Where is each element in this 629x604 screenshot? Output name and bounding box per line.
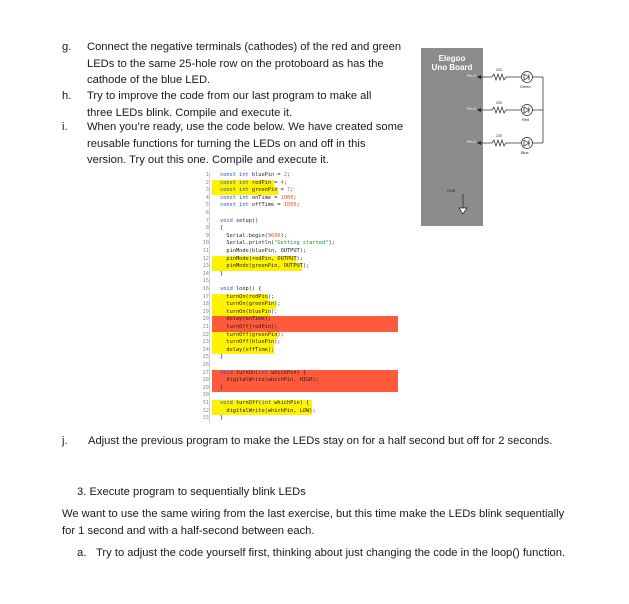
line-number: 13: [202, 263, 209, 270]
instruction-line: cathode of the blue LED.: [87, 74, 211, 86]
code-line: [200, 400, 404, 408]
code-text: turnOff(greenPin);: [220, 331, 284, 338]
code-text: Serial.println("Getting started");: [220, 240, 335, 247]
instruction-g: [62, 39, 412, 89]
instruction-line: Try to improve the code from our last program to make all: [87, 90, 372, 102]
code-line: [200, 324, 404, 332]
code-text: {: [220, 225, 224, 232]
code-line: [200, 301, 404, 309]
line-number: 8: [205, 225, 209, 232]
instruction-a: [77, 545, 622, 562]
instruction-line: LEDs to the same 25-hole row on the protoboard as has the: [87, 57, 384, 70]
pin-label: Pin 4: [467, 74, 476, 78]
code-line: [200, 316, 404, 324]
section-heading: 3. Execute program to sequentially blink LEDs: [77, 486, 306, 498]
line-number: 4: [205, 194, 209, 201]
code-text: pinMode(bluePin, OUTPUT);: [220, 248, 307, 254]
line-number: 30: [202, 392, 209, 399]
line-number: 10: [202, 240, 209, 247]
instruction-letter: h.: [62, 90, 72, 102]
code-line: [200, 294, 404, 302]
led-color-label: Red: [522, 118, 529, 122]
code-line: [200, 370, 404, 378]
code-text: const int offTime = 1000;: [220, 202, 300, 209]
instruction-letter: g.: [62, 41, 72, 53]
code-text: const int onTime = 1000;: [220, 194, 297, 201]
code-line: [200, 195, 404, 203]
line-number: 17: [202, 293, 209, 300]
line-number: 7: [205, 217, 209, 224]
line-number: 15: [202, 278, 209, 285]
code-text: turnOff(bluePin);: [220, 339, 281, 346]
instruction-line: Adjust the previous program to make the LEDs stay on for a half second but off for 2 seconds.: [88, 435, 553, 447]
line-number: 2: [205, 179, 209, 186]
code-line: [200, 180, 404, 188]
line-number: 5: [205, 202, 209, 209]
code-line: [200, 187, 404, 195]
code-text: }: [220, 415, 224, 422]
instruction-line: Try to adjust the code yourself first, thinking about just changing the code in the loop() function.: [96, 547, 566, 559]
resistor-value: 220: [496, 68, 502, 72]
code-line: [200, 202, 404, 210]
code-line: [200, 332, 404, 340]
instruction-j: [62, 433, 622, 450]
instruction-letter: j.: [62, 435, 68, 447]
circuit-wiring: [421, 48, 556, 226]
code-text: }: [220, 270, 224, 277]
line-number: 16: [202, 286, 209, 292]
line-number: 11: [202, 248, 209, 254]
code-line: [200, 256, 404, 264]
code-line: [200, 263, 404, 271]
code-highlight: [212, 385, 398, 393]
line-number: 32: [202, 407, 209, 414]
code-text: }: [220, 384, 224, 391]
code-text: turnOn(bluePin);: [220, 308, 278, 315]
code-text: delay(onTime);: [220, 316, 272, 323]
code-text: digitalWrite(whichPin, LOW);: [220, 407, 316, 414]
code-text: pinMode(greenPin, OUTPUT);: [220, 263, 310, 270]
line-number: 14: [202, 270, 209, 277]
instruction-line: Connect the negative terminals (cathodes) of the red and green: [87, 41, 402, 53]
code-line: [200, 278, 404, 286]
code-line: [200, 362, 404, 370]
code-text: void turnOff(int whichPin) {: [220, 400, 310, 406]
code-text: Serial.begin(9600);: [220, 232, 287, 239]
instruction-line: When you’re ready, use the code below. We have created some: [87, 121, 404, 133]
line-number: 19: [202, 308, 209, 315]
line-number: 23: [202, 339, 209, 346]
code-text: turnOn(greenPin);: [220, 301, 281, 308]
instruction-letter: a.: [77, 547, 87, 559]
code-line: [200, 347, 404, 355]
line-number: 1: [205, 172, 209, 178]
line-number: 28: [202, 377, 209, 384]
led-color-label: Green: [520, 85, 531, 89]
code-line: [200, 218, 404, 226]
line-number: 24: [202, 346, 209, 353]
code-text: turnOn(redPin);: [220, 293, 275, 300]
code-text: }: [220, 354, 224, 361]
resistor-value: 220: [496, 134, 502, 138]
code-text: const int bluePin = 2;: [220, 172, 291, 178]
code-line: [200, 339, 404, 347]
code-text: pinMode(redPin, OUTPUT);: [220, 255, 303, 262]
instruction-i: [62, 119, 412, 169]
gnd-label: GND: [447, 189, 456, 193]
code-line: [200, 408, 404, 416]
code-line: [200, 354, 404, 362]
line-number: 26: [202, 362, 209, 368]
line-number: 12: [202, 255, 209, 262]
code-text: const int greenPin = 7;: [220, 187, 294, 194]
code-line: [200, 377, 404, 385]
code-line: [200, 392, 404, 400]
code-text: turnOff(redPin);: [220, 324, 278, 330]
code-line: [200, 415, 404, 423]
code-text: void loop() {: [220, 286, 262, 292]
board-title: Elegoo: [438, 54, 466, 63]
line-number: 29: [202, 384, 209, 391]
line-number: 3: [205, 187, 209, 194]
line-number: 22: [202, 331, 209, 338]
instruction-line: three LEDs blink. Compile and execute it.: [87, 106, 293, 119]
board-title: Uno Board: [431, 63, 473, 72]
line-number: 6: [205, 210, 209, 216]
led-color-label: Blue: [521, 151, 529, 155]
code-text: void setup(): [220, 217, 259, 224]
line-number: 33: [202, 415, 209, 422]
code-text: void turnOn(int whichPin) {: [220, 369, 307, 376]
code-text: delay(offTime);: [220, 346, 275, 353]
line-number: 20: [202, 316, 209, 323]
instruction-h: [62, 88, 412, 121]
section-paragraph-line: for 1 second and with a half-second between each.: [62, 525, 315, 537]
line-number: 31: [202, 400, 209, 406]
code-listing: [200, 172, 404, 424]
code-line: [200, 233, 404, 241]
resistor-value: 220: [496, 101, 502, 105]
code-line: [200, 172, 404, 180]
line-number: 18: [202, 301, 209, 308]
code-line: [200, 286, 404, 294]
pin-label: Pin 2: [467, 140, 476, 144]
circuit-diagram: [421, 48, 556, 226]
code-line: [200, 248, 404, 256]
instruction-line: version. Try out this one. Compile and execute it.: [87, 154, 329, 166]
code-line: [200, 210, 404, 218]
code-line: [200, 271, 404, 279]
code-line: [200, 225, 404, 233]
code-line: [200, 385, 404, 393]
instruction-line: reusable functions for turning the LEDs on and off in this: [87, 137, 366, 150]
code-text: const int redPin = 4;: [220, 179, 288, 186]
line-number: 27: [202, 369, 209, 376]
instruction-letter: i.: [62, 121, 68, 133]
line-number: 21: [202, 324, 209, 330]
section-paragraph-line: We want to use the same wiring from the last exercise, but this time make the LEDs blink sequentially: [62, 508, 565, 520]
code-line: [200, 309, 404, 317]
pin-label: Pin 3: [467, 107, 476, 111]
line-number: 9: [205, 232, 209, 239]
code-text: digitalWrite(whichPin, HIGH);: [220, 377, 319, 384]
line-number: 25: [202, 354, 209, 361]
code-line: [200, 240, 404, 248]
